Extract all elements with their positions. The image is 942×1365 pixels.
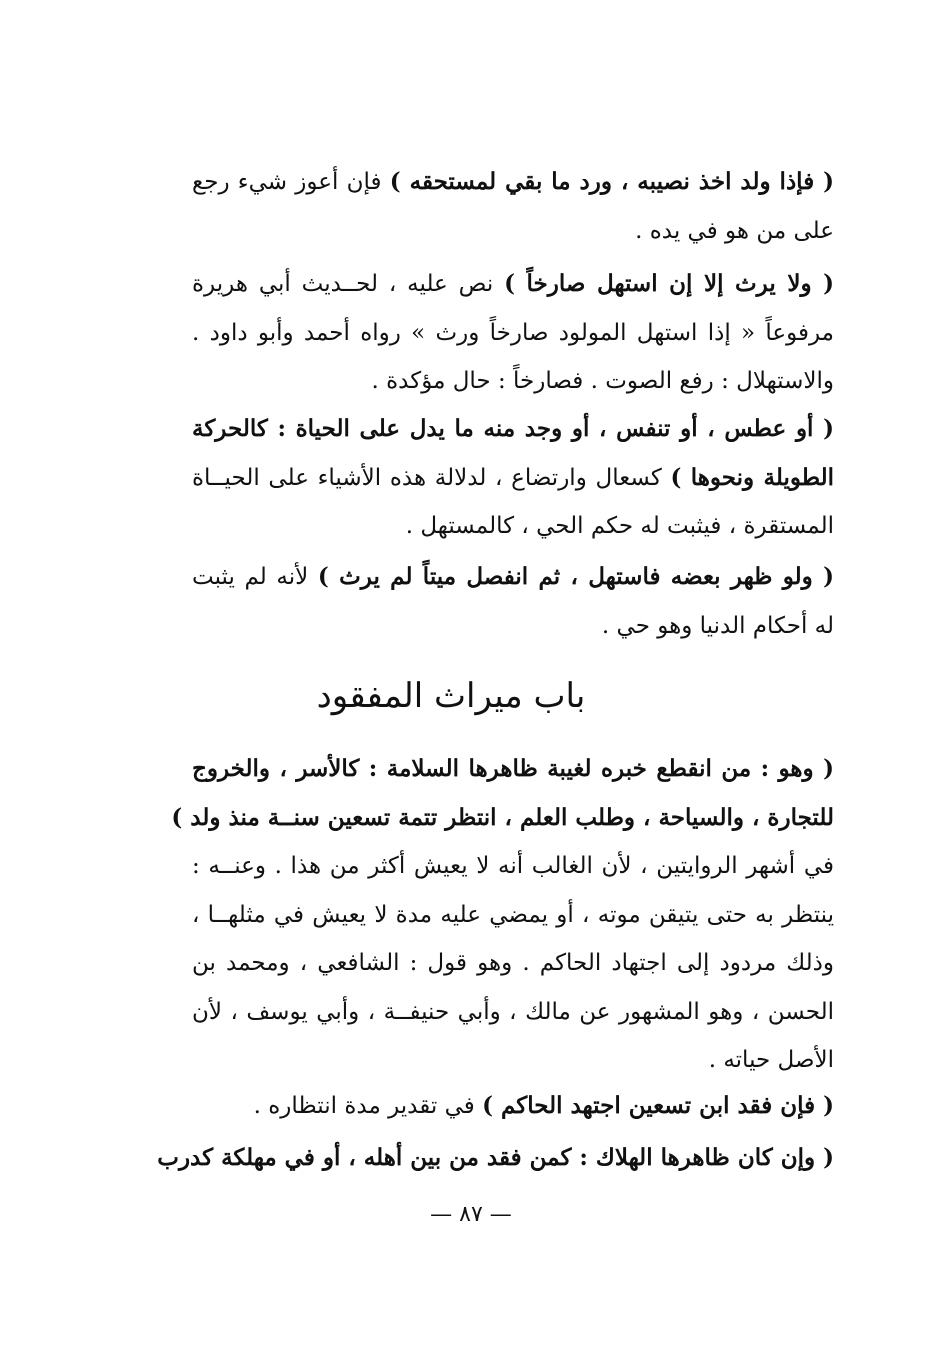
text-line xyxy=(192,553,834,602)
text-line xyxy=(192,357,834,406)
text-line xyxy=(157,1134,834,1183)
paragraph-signs-of-life xyxy=(192,405,834,551)
bold-text: ( فإذا ولد اخذ نصيبه ، ورد ما بقي لمستحقه ) xyxy=(389,168,835,195)
paragraph-missing-definition xyxy=(171,745,834,1085)
bold-text: ( وهو : من انقطع خبره لغيبة ظاهرها السلامة : كالأسر ، والخروج xyxy=(192,755,834,782)
bold-text: ( فإن فقد ابن تسعين اجتهد الحاكم ) xyxy=(482,1092,834,1119)
text-line xyxy=(192,454,834,503)
text-line xyxy=(192,309,834,358)
plain-text: على من هو في يده . xyxy=(635,217,834,244)
bold-text: ( أو عطس ، أو تنفس ، أو وجد منه ما يدل على الحياة : كالحركة xyxy=(192,415,834,442)
text-line xyxy=(192,602,834,651)
text-line xyxy=(192,939,834,988)
text-line xyxy=(171,794,834,843)
plain-text: والاستهلال : رفع الصوت . فصارخاً : حال مؤكدة . xyxy=(371,368,834,394)
plain-text: ينتظر به حتى يتيقن موته ، أو يمضي عليه مدة لا يعيش في مثلهــا ، xyxy=(192,901,834,928)
paragraph-ninety-years xyxy=(192,1082,834,1131)
plain-text: المستقرة ، فيثبت له حكم الحي ، كالمستهل . xyxy=(405,513,834,539)
bold-text: ( وإن كان ظاهرها الهلاك : كمن فقد من بين أهله ، أو في مهلكة كدرب xyxy=(157,1144,834,1171)
plain-text: في أشهر الروايتين ، لأن الغالب أنه لا يعيش أكثر من هذا . وعنــه : xyxy=(192,853,834,879)
text-line xyxy=(192,842,834,891)
text-line xyxy=(192,405,834,454)
bold-text: ( ولو ظهر بعضه فاستهل ، ثم انفصل ميتاً لم يرث ) xyxy=(317,563,834,590)
text-line xyxy=(192,1082,834,1131)
bold-text: للتجارة ، والسياحة ، وطلب العلم ، انتظر تتمة تسعين سنــة منذ ولد ) xyxy=(171,803,834,831)
plain-text: لأنه لم يثبت xyxy=(192,564,318,590)
text-line xyxy=(192,207,834,256)
plain-text: فإن أعوز شيء رجع xyxy=(192,169,390,195)
paragraph-istihlal xyxy=(192,260,834,406)
plain-text: وذلك مردود إلى اجتهاد الحاكم . وهو قول : الشافعي ، ومحمد بن xyxy=(192,950,834,976)
text-line xyxy=(192,260,834,309)
text-line xyxy=(192,745,834,794)
text-line xyxy=(192,158,834,207)
bold-text: الطويلة ونحوها ) xyxy=(670,463,835,491)
paragraph-partial-birth xyxy=(192,553,834,650)
paragraph-inheritance-share xyxy=(192,158,834,255)
text-line xyxy=(192,1036,834,1085)
plain-text: مرفوعاً « إذا استهل المولود صارخاً ورث » رواه أحمد وأبو داود . xyxy=(192,319,834,346)
plain-text: في تقدير مدة انتظاره . xyxy=(253,1093,483,1119)
text-line xyxy=(192,891,834,940)
section-heading: باب ميراث المفقود xyxy=(316,676,586,716)
plain-text: له أحكام الدنيا وهو حي . xyxy=(601,612,834,639)
page-number: — ٨٧ — xyxy=(430,1202,512,1227)
paragraph-presumed-death xyxy=(157,1134,834,1183)
bold-text: ( ولا يرث إلا إن استهل صارخاً ) xyxy=(504,270,834,297)
plain-text: الأصل حياته . xyxy=(708,1047,834,1073)
text-line xyxy=(192,988,834,1037)
plain-text: كسعال وارتضاع ، لدلالة هذه الأشياء على الحيــاة xyxy=(192,464,671,491)
text-line xyxy=(192,502,834,551)
plain-text: نص عليه ، لحــديث أبي هريرة xyxy=(192,271,505,297)
plain-text: الحسن ، وهو المشهور عن مالك ، وأبي حنيفــة ، وأبي يوسف ، لأن xyxy=(192,998,834,1025)
